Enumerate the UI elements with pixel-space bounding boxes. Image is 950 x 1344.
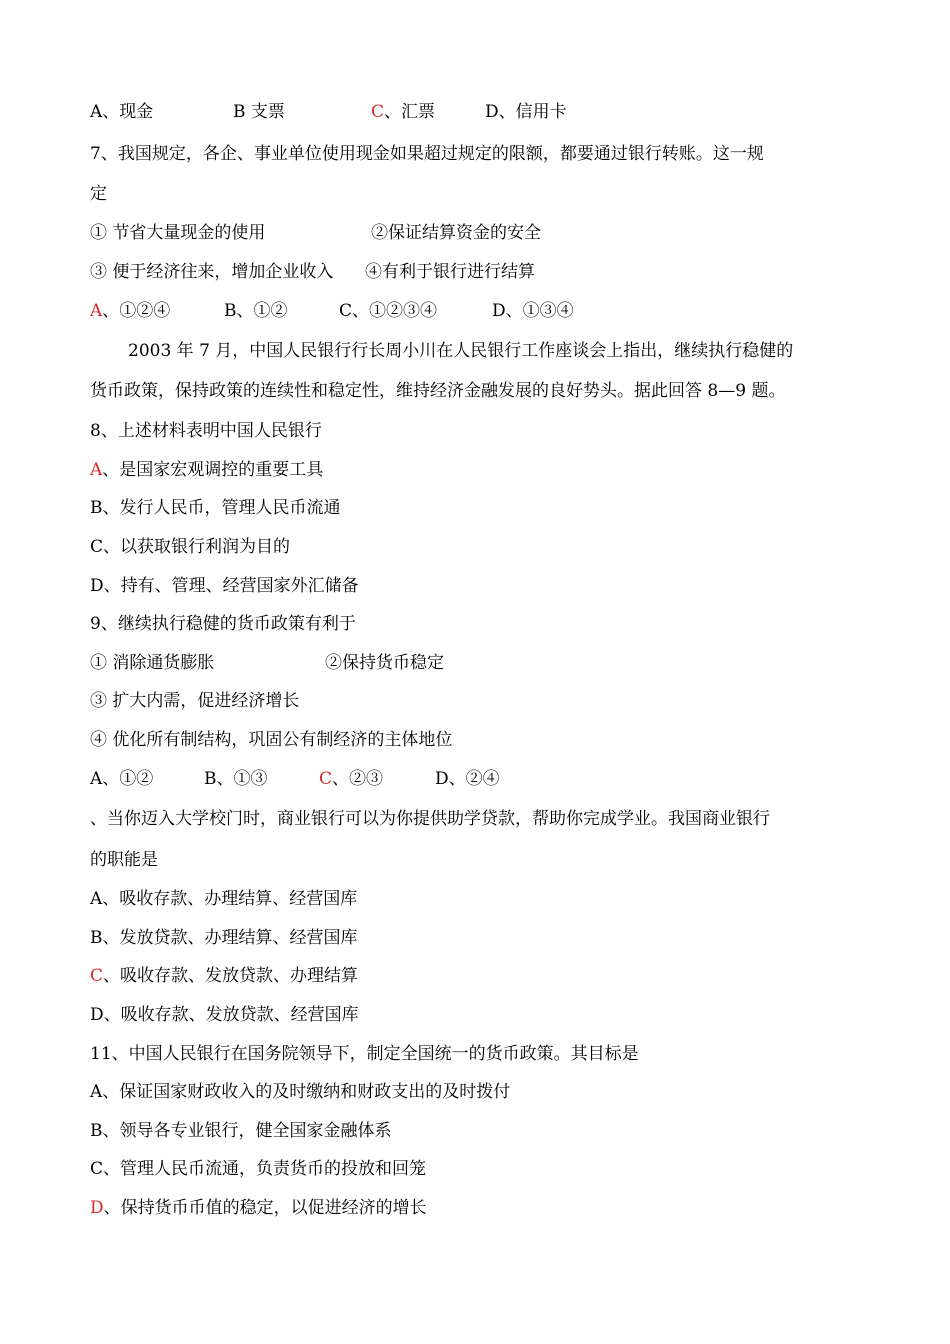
q11-option-b: B、领导各专业银行，健全国家金融体系 (90, 1121, 392, 1141)
q10-stem-line2: 的职能是 (90, 850, 158, 870)
q11-stem: 11、中国人民银行在国务院领导下，制定全国统一的货币政策。其目标是 (90, 1044, 639, 1064)
q9-option-a: A、①② (90, 769, 154, 789)
q7-item1: ① 节省大量现金的使用 (90, 223, 266, 243)
q9-item3: ③ 扩大内需，促进经济增长 (90, 691, 300, 711)
q10-option-a: A、吸收存款、办理结算、经营国库 (90, 889, 358, 909)
q8-option-a: A、是国家宏观调控的重要工具 (90, 460, 324, 480)
q7-stem-line1: 7、我国规定，各企、事业单位使用现金如果超过规定的限额，都要通过银行转账。这一规 (90, 144, 764, 164)
q10-option-c: C、吸收存款、发放贷款、办理结算 (90, 966, 359, 986)
q10-option-d: D、吸收存款、发放贷款、经营国库 (90, 1005, 359, 1025)
material-line2: 货币政策，保持政策的连续性和稳定性，维持经济金融发展的良好势头。据此回答 8—9 题。 (90, 381, 786, 401)
q6-option-a: A、现金 (90, 102, 154, 122)
q9-option-b: B、①③ (204, 769, 268, 789)
q8-option-c: C、以获取银行利润为目的 (90, 537, 291, 557)
q7-option-a: A、①②④ (90, 301, 171, 321)
q11-option-d: D、保持货币币值的稳定，以促进经济的增长 (90, 1198, 427, 1218)
q7-option-c: C、①②③④ (339, 301, 438, 321)
q9-item2: ②保持货币稳定 (325, 653, 444, 673)
q6-option-b: B 支票 (233, 102, 285, 122)
q9-item4: ④ 优化所有制结构，巩固公有制经济的主体地位 (90, 730, 453, 750)
q11-option-c: C、管理人民币流通，负责货币的投放和回笼 (90, 1159, 427, 1179)
q7-stem-line2: 定 (90, 184, 107, 204)
q7-item3: ③ 便于经济往来，增加企业收入 (90, 262, 334, 282)
q9-option-d: D、②④ (435, 769, 500, 789)
material-line1: 2003 年 7 月，中国人民银行行长周小川在人民银行工作座谈会上指出，继续执行稳健的 (128, 341, 794, 361)
q9-item1: ① 消除通货膨胀 (90, 653, 215, 673)
q8-option-b: B、发行人民币，管理人民币流通 (90, 498, 341, 518)
q7-item2: ②保证结算资金的安全 (371, 223, 541, 243)
q8-stem: 8、上述材料表明中国人民银行 (90, 421, 322, 441)
q10-option-b: B、发放贷款、办理结算、经营国库 (90, 928, 358, 948)
q11-option-a: A、保证国家财政收入的及时缴纳和财政支出的及时拨付 (90, 1082, 511, 1102)
q7-option-b: B、①② (224, 301, 288, 321)
q6-option-c: C、汇票 (371, 102, 436, 122)
q9-option-c: C、②③ (319, 769, 384, 789)
q6-option-d: D、信用卡 (485, 102, 567, 122)
q10-stem-line1: 、当你迈入大学校门时，商业银行可以为你提供助学贷款，帮助你完成学业。我国商业银行 (90, 809, 770, 829)
q9-stem: 9、继续执行稳健的货币政策有利于 (90, 614, 356, 634)
q7-option-d: D、①③④ (492, 301, 574, 321)
q7-item4: ④有利于银行进行结算 (365, 262, 535, 282)
q8-option-d: D、持有、管理、经营国家外汇储备 (90, 576, 359, 596)
